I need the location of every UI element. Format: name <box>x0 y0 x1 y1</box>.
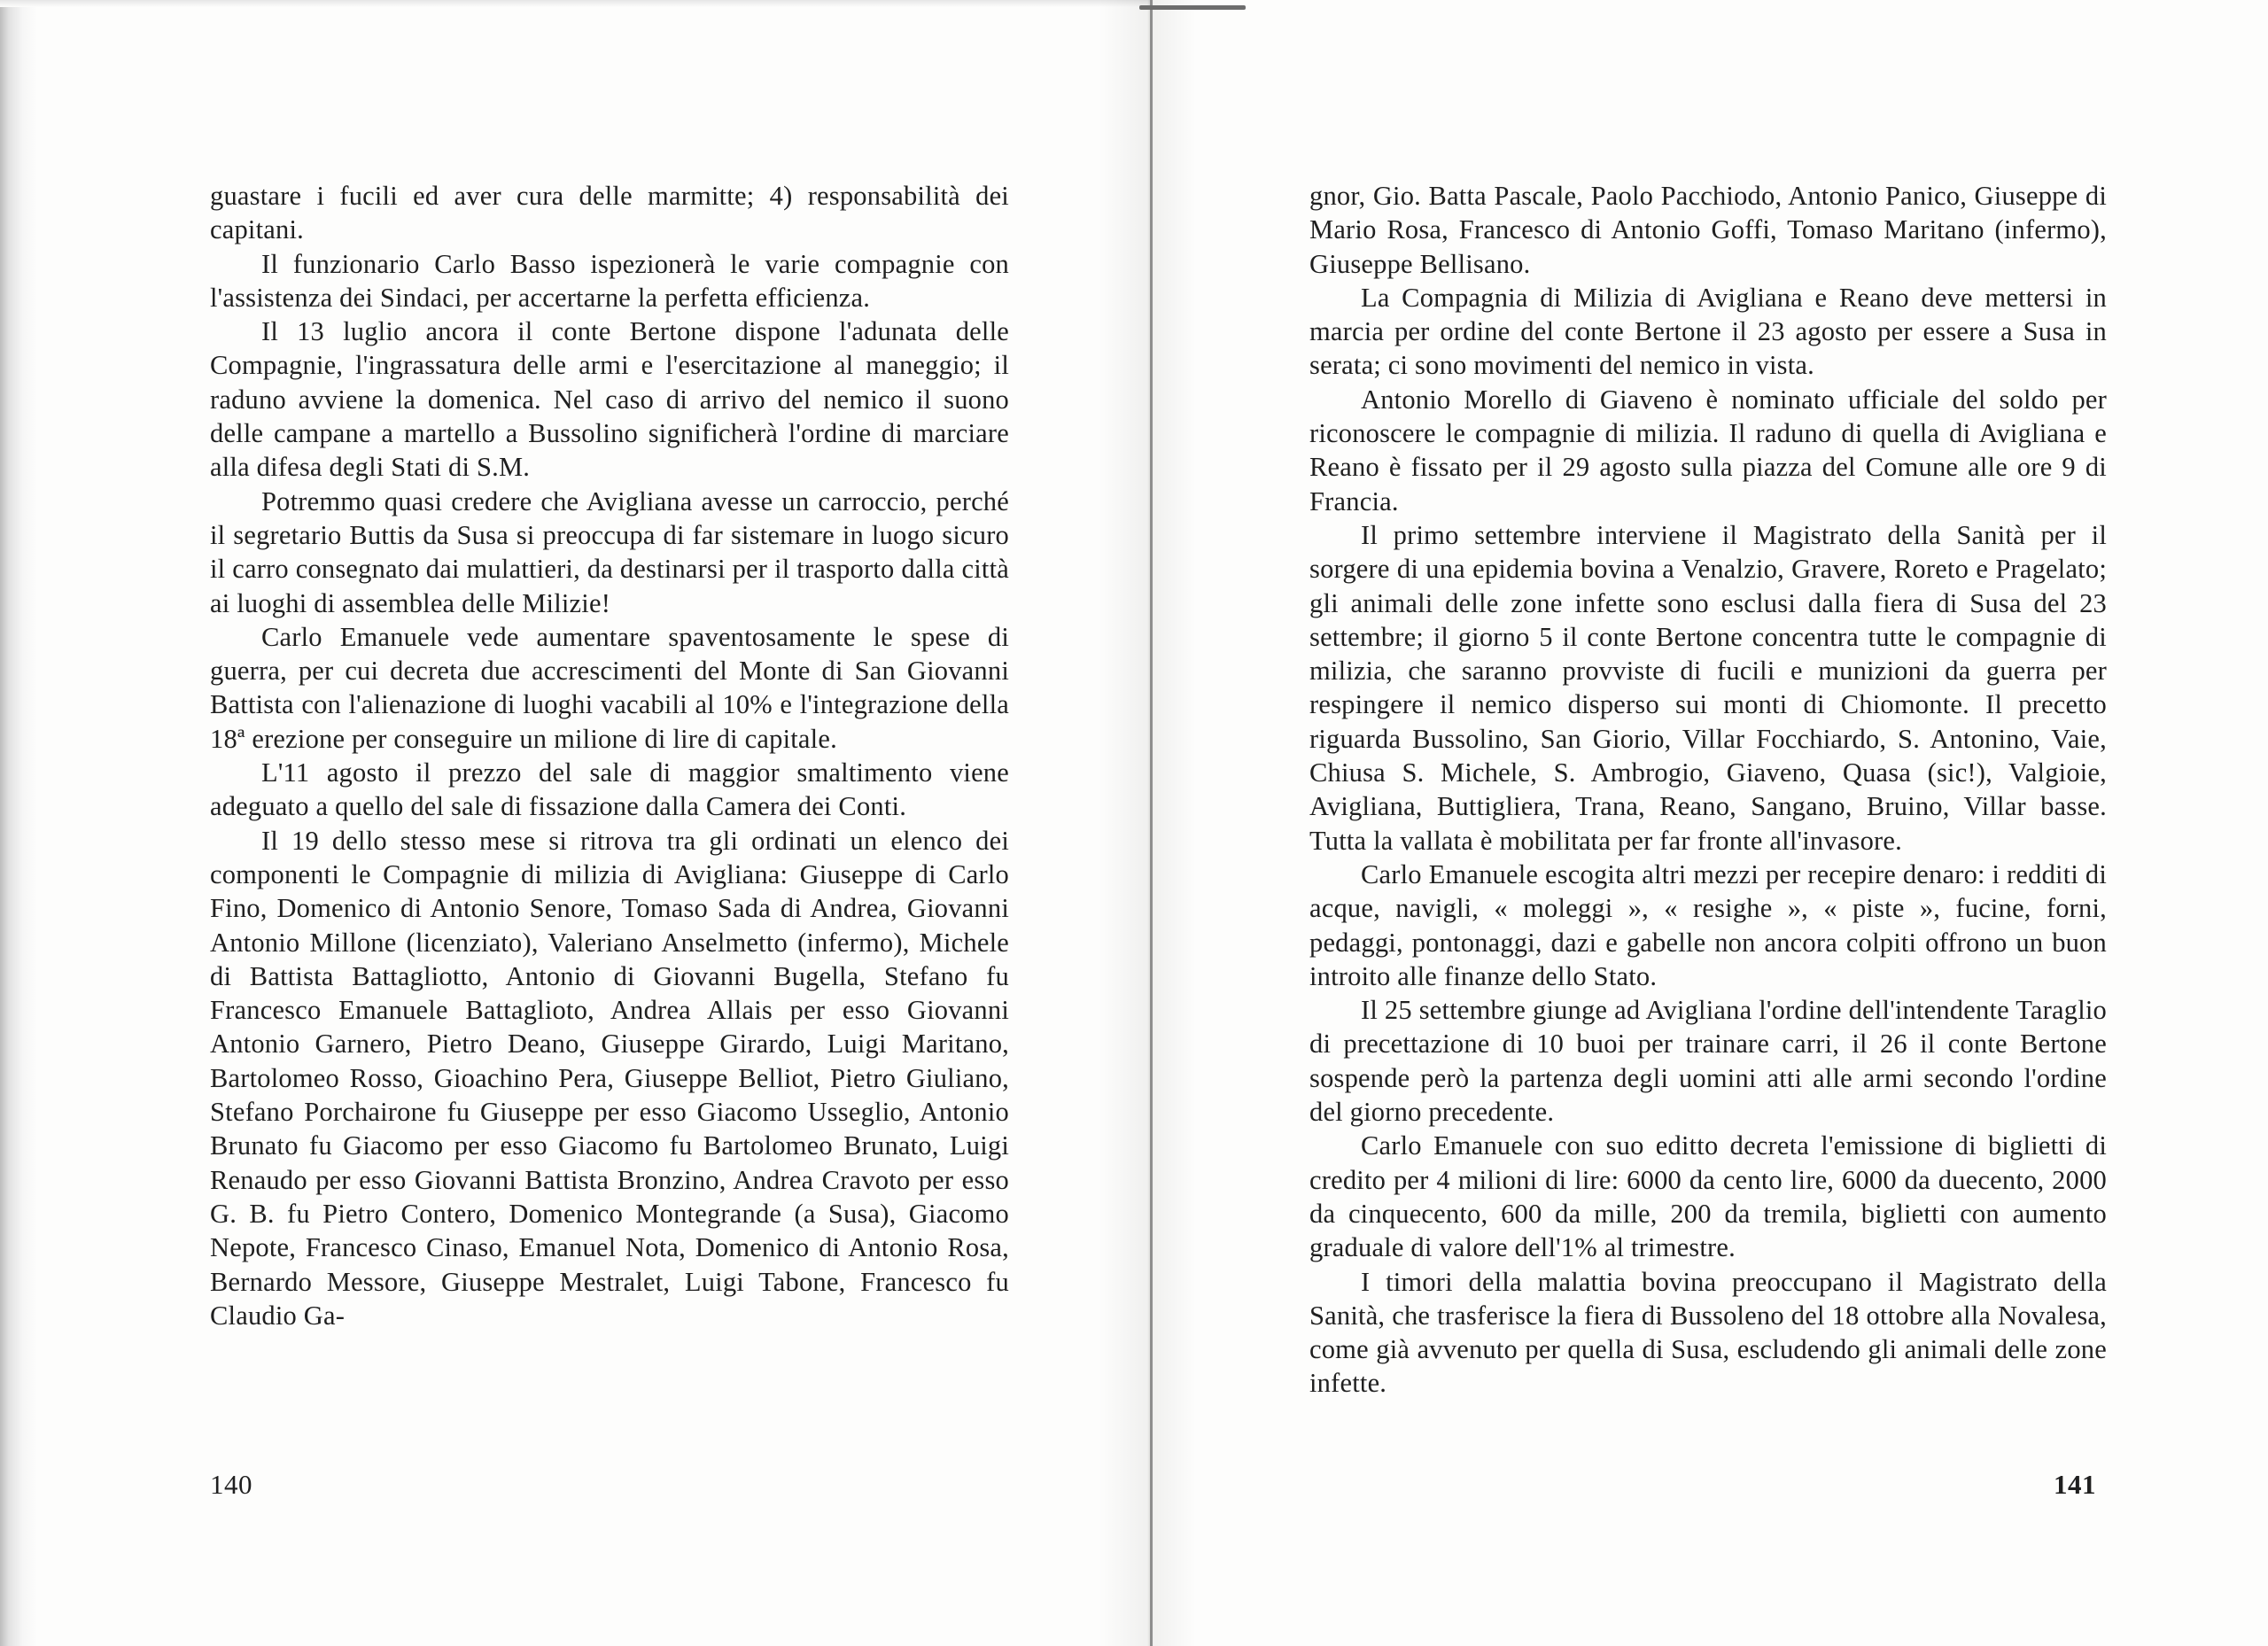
page-number-right: 141 <box>2054 1469 2096 1500</box>
binding-mark <box>1139 5 1246 10</box>
paragraph: Il 25 settembre giunge ad Avigliana l'ordine dell'intendente Taraglio di precettazione di 10 buoi per trainare carri, il 26 il conte Bertone sospende però la partenza degli uomini atti alle armi secondo l'ordine del giorno precedente. <box>1309 995 2107 1128</box>
page-number-left: 140 <box>210 1469 252 1500</box>
paragraph: L'11 agosto il prezzo del sale di maggior smaltimento viene adeguato a quello del sale di fissazione dalla Camera dei Conti. <box>210 757 1009 822</box>
paragraph: Il 19 dello stesso mese si ritrova tra gli ordinati un elenco dei componenti le Compagnie di milizia di Avigliana: Giuseppe di Carlo Fino, Domenico di Antonio Senore, Tomaso Sada di Andrea, Giovanni Antonio Millone (licenziato), Valeriano Anselmetto (infermo), Michele di Battista Battagliotto, Antonio di Giovanni Bugella, Stefano fu Francesco Emanuele Battaglioto, Andrea Allais per esso Giovanni Antonio Garnero, Pietro Deano, Giuseppe Girardo, Luigi Maritano, Bartolomeo Rosso, Gioachino Pera, Giuseppe Belliot, Pietro Giuliano, Stefano Porchairone fu Giuseppe per esso Giacomo Usseglio, Antonio Brunato fu Giacomo per esso Giacomo fu Bartolomeo Brunato, Luigi Renaudo per esso Giovanni Battista Bronzino, Andrea Cravoto per esso G. B. fu Pietro Contero, Domenico Montegrande (a Susa), Giacomo Nepote, Francesco Cinaso, Emanuel Nota, Domenico di Antonio Rosa, Bernardo Messore, Giuseppe Mestralet, Luigi Tabone, Francesco fu Claudio Ga- <box>210 825 1009 1331</box>
paragraph: gnor, Gio. Batta Pascale, Paolo Pacchiodo, Antonio Panico, Giuseppe di Mario Rosa, Francesco di Antonio Goffi, Tomaso Maritano (infermo), Giuseppe Bellisano. <box>1309 181 2107 279</box>
paragraph: Carlo Emanuele vede aumentare spaventosamente le spese di guerra, per cui decreta due accrescimenti del Monte di San Giovanni Battista con l'alienazione di luoghi vacabili al 10% e l'integrazione della 18ª erezione per conseguire un milione di lire di capitale. <box>210 621 1009 754</box>
paragraph: Il 13 luglio ancora il conte Bertone dispone l'adunata delle Compagnie, l'ingrassatura delle armi e l'esercitazione al maneggio; il raduno avviene la domenica. Nel caso di arrivo del nemico il suono delle campane a martello a Bussolino significherà l'ordine di marciare alla difesa degli Stati di S.M. <box>210 316 1009 483</box>
page-edge-shadow <box>0 0 37 1646</box>
paragraph: Carlo Emanuele con suo editto decreta l'emissione di biglietti di credito per 4 milioni di lire: 6000 da cento lire, 6000 da duecento, 2000 da cinquecento, 600 da mille, 200 da tremila, biglietti con aumento graduale di valore dell'1% al trimestre. <box>1309 1130 2107 1263</box>
paragraph: Il primo settembre interviene il Magistrato della Sanità per il sorgere di una epidemia bovina a Venalzio, Gravere, Roreto e Pragelato; gli animali delle zone infette sono esclusi dalla fiera di Susa del 23 settembre; il giorno 5 il conte Bertone concentra tutte le compagnie di milizia, che saranno provviste di fucili e munizioni da guerra per respingere il nemico disperso sui monti di Chiomonte. Il precetto riguarda Bussolino, San Giorio, Villar Focchiardo, S. Antonino, Vaie, Chiusa S. Michele, S. Ambrogio, Giaveno, Quasa (sic!), Valgioie, Avigliana, Buttigliera, Trana, Reano, Sangano, Bruino, Villar basse. Tutta la vallata è mobilitata per far fronte all'invasore. <box>1309 519 2107 856</box>
gutter-shadow <box>1099 0 1196 1646</box>
paragraph: Potremmo quasi credere che Avigliana avesse un carroccio, perché il segretario Buttis da Susa si preoccupa di far sistemare in luogo sicuro il carro consegnato dai mulattieri, da destinarsi per il trasporto dalla città ai luoghi di assemblea delle Milizie! <box>210 485 1009 618</box>
paragraph: La Compagnia di Milizia di Avigliana e Reano deve mettersi in marcia per ordine del conte Bertone il 23 agosto per essere a Susa in serata; ci sono movimenti del nemico in vista. <box>1309 282 2107 381</box>
paragraph: guastare i fucili ed aver cura delle marmitte; 4) responsabilità dei capitani. <box>210 181 1009 245</box>
right-page-text <box>1309 179 2107 1401</box>
page-top-edge <box>0 0 1152 7</box>
paragraph: Carlo Emanuele escogita altri mezzi per recepire denaro: i redditi di acque, navigli, « moleggi », « resighe », « piste », fucine, forni, pedaggi, pontonaggi, dazi e gabelle non ancora colpiti offrono un buon introito alle finanze dello Stato. <box>1309 858 2108 991</box>
paragraph: I timori della malattia bovina preoccupano il Magistrato della Sanità, che trasferisce la fiera di Bussoleno del 18 ottobre alla Novalesa, come già avvenuto per quella di Susa, escludendo gli animali delle zone infette. <box>1309 1266 2107 1399</box>
left-page-text <box>210 179 1009 1332</box>
book-gutter <box>1150 0 1153 1646</box>
paragraph: Il funzionario Carlo Basso ispezionerà le varie compagnie con l'assistenza dei Sindaci, per accertarne la perfetta efficienza. <box>210 248 1009 313</box>
paragraph: Antonio Morello di Giaveno è nominato ufficiale del soldo per riconoscere le compagnie di milizia. Il raduno di quella di Avigliana e Reano è fissato per il 29 agosto sulla piazza del Comune alle ore 9 di Francia. <box>1309 384 2107 516</box>
